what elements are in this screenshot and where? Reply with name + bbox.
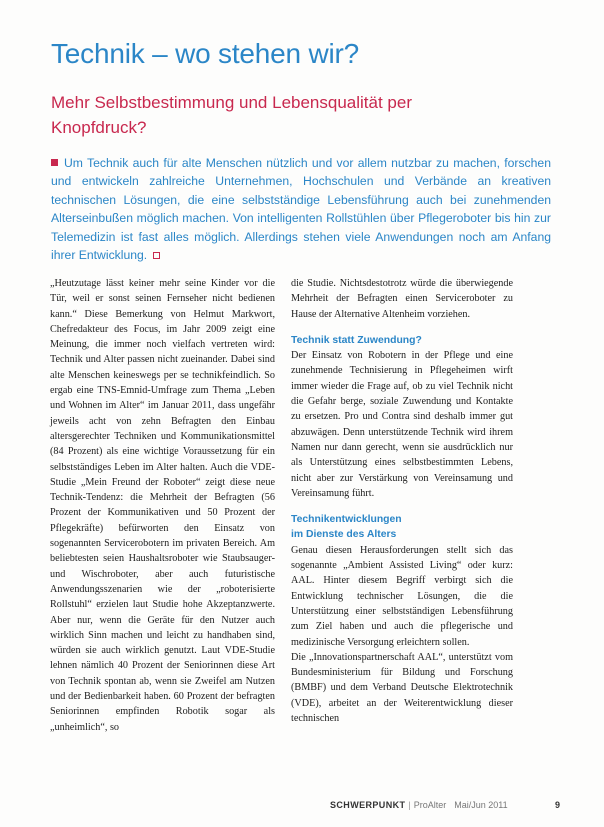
bullet-square-icon <box>51 159 58 166</box>
section-heading-line2: im Dienste des Alters <box>291 529 397 541</box>
intro-text: Um Technik auch für alte Menschen nützlich und vor allem nutzbar zu machen, forschen und entwickeln zahlreiche Unternehmen, Hochschulen und Verbände an kreativen technischen Lösungen, die eine selbstständige Lebensführung auch bei zunehmenden Alterseinbußen möglich machen. Von intelligenten Rollstühlen über Pflegeroboter bis hin zur Telemedizin ist fast alles möglich. Allerdings stehen viele Anwendungen noch am Anfang ihrer Entwicklung. <box>51 156 551 263</box>
page-title: Technik – wo stehen wir? <box>51 38 360 69</box>
intro-paragraph <box>51 154 551 264</box>
footer-separator: | <box>408 800 411 810</box>
page-number: 9 <box>554 800 560 810</box>
body-paragraph: Der Einsatz von Robotern in der Pflege und eine zunehmende Technisierung in Pflegeheimen wirft immer wieder die Frage auf, ob zu viel Technik nicht die Gefahr berge, soziale Zuwendung und Kontakte zu ersetzen. Pro und Contra sind deshalb immer gut abzuwägen. Denn unterstützende Technik wird ihrem Namen nur dann gerecht, wenn sie ausdrücklich nur als Unterstützung eines selbstbestimmten Lebens, nicht aber zur Verstärkung von Vereinsamung und Vereinsamung führt. <box>291 350 513 499</box>
body-paragraph: „Heutzutage lässt keiner mehr seine Kinder vor die Tür, weil er sonst seinen Fernseher nicht bedienen kann.“ Diese Bemerkung von Helmut Markwort, Chefredakteur des Focus, im Jahr 2009 zeigt eine Meinung, die immer noch vielfach vertreten wird: Technik und Alter passen nicht zueinander. Dabei sind alte Menschen keineswegs per se technikfeindlich. So ergab eine TNS-Emnid-Umfrage zum Thema „Leben und Wohnen im Alter“ im Januar 2011, dass ungefähr jeweils acht von zehn Befragten den Einbau altersgerechter Techniken und Kommunikationsmittel (84 Prozent) als eine wichtige Voraussetzung für ein selbstständiges Leben im Alter halten. Auch die VDE-Studie „Mein Freund der Roboter“ zeigt diese neue Technik-Tendenz: die Mehrheit der Befragten (56 Prozent der Kommunikativen und 50 Prozent der Pflegekräfte) befürworten den Einsatz von sogenannten Servicerobotern im privaten Bereich. Am beliebtesten seien Haushaltsroboter wie Staubsauger- und Wischroboter, aber auch futuristische Anwendungsszenarien wie der „roboterisierte Rollstuhl“ erzielen laut Studie hohe Akzeptanzwerte. Aber nur, wenn die Geräte für den Nutzer auch wirklich Sinn machen und leicht zu handhaben sind, würden sie auch wirklich genutzt. Laut VDE-Studie lehnen nämlich 40 Prozent der Seniorinnen diese Art von Technik spontan ab, wenn sie Zweifel am Nutzen und der Bedienbarkeit haben. 60 Prozent der befragten Seniorinnen empfinden Robotik sogar als „unheimlich“, so <box>50 278 275 733</box>
section-heading: Technik statt Zuwendung? <box>291 334 422 346</box>
body-paragraph: Die „Innovationspartnerschaft AAL“, unterstützt vom Bundesministerium für Bildung und Forschung (BMBF) und dem Verband Deutsche Elektrotechnik (VDE), arbeitet an der Weiterentwicklung dieser technischen <box>291 651 513 725</box>
footer-section: SCHWERPUNKT <box>330 800 406 810</box>
page-subtitle: Mehr Selbstbestimmung und Lebensqualität per Knopfdruck? <box>51 93 412 137</box>
article-column-left <box>50 276 275 735</box>
body-paragraph: Genau diesen Herausforderungen stellt sich das sogenannte „Ambient Assisted Living“ oder kurz: AAL. Hinter diesem Begriff verbirgt sich die Entwicklung technischer Lösungen, die die Unterstützung einer selbstständigen Lebensführung zum Ziel haben und auch die pflegerische und medizinische Versorgung erleichtern sollen. <box>291 544 513 648</box>
page-footer <box>330 800 560 810</box>
body-paragraph: die Studie. Nichtsdestotrotz würde die überwiegende Mehrheit der Befragten einen Serviceroboter zu Hause der Alternative Altenheim vorziehen. <box>291 278 513 320</box>
footer-magazine: ProAlter <box>413 800 447 810</box>
section-heading: Technikentwicklungen <box>291 514 402 526</box>
footer-date: Mai/Jun 2011 <box>454 800 508 810</box>
article-column-right <box>291 276 513 726</box>
end-mark-icon <box>153 252 160 259</box>
